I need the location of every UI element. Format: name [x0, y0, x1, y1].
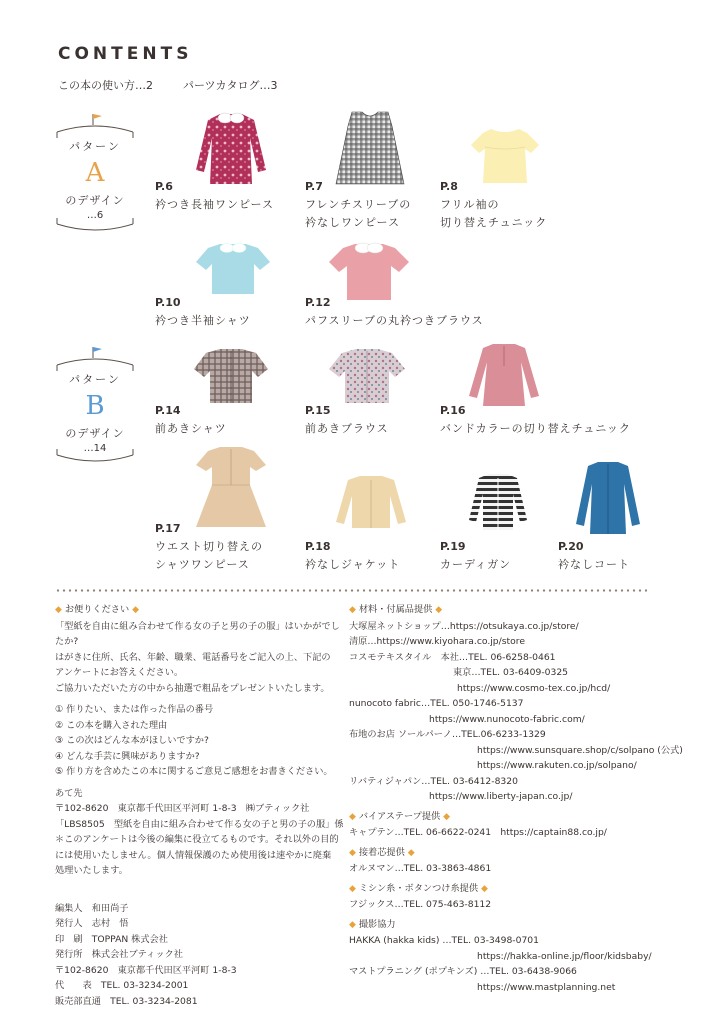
page-number: P.15	[305, 404, 331, 417]
supplier-link[interactable]: https://www.sunsquare.shop/c/solpano (公式)	[477, 744, 683, 756]
item-p7[interactable]	[305, 178, 411, 232]
item-p14[interactable]	[155, 402, 227, 438]
suppliers-section	[349, 602, 683, 995]
supplier-line: nunocoto fabric…TEL. 050-1746-5137	[349, 698, 524, 709]
page-number: P.6	[155, 180, 173, 193]
supplier-line: リバティジャパン…TEL. 03-6412-8320	[349, 775, 518, 787]
pattern-a-letter: A	[85, 158, 105, 188]
reader-survey-section	[55, 602, 344, 1009]
page-number: P.8	[440, 180, 458, 193]
section-heading-interfacing: ◆ 接着芯提供 ◆	[349, 846, 415, 858]
supplier-line: 大塚屋ネットショップ…https://otsukaya.co.jp/store/	[349, 620, 579, 632]
toc-how-to-use[interactable]: この本の使い方…2	[58, 79, 153, 92]
supplier-line: 清原…https://www.kiyohara.co.jp/store	[349, 636, 525, 647]
pattern-b-label: パターン	[69, 373, 121, 386]
supplier-link[interactable]: https://www.liberty-japan.co.jp/	[429, 791, 573, 802]
privacy-note: ＊このアンケートは今後の編集に役立てるものです。それ以外の目的	[55, 834, 339, 845]
diamond-icon: ◆	[349, 919, 356, 930]
section-heading-thread: ◆ ミシン糸・ボタンつけ糸提供 ◆	[349, 882, 488, 894]
pattern-a-badge[interactable]	[55, 112, 135, 221]
item-p16[interactable]	[440, 402, 631, 438]
item-p18[interactable]	[305, 538, 400, 574]
page-number: P.18	[305, 540, 331, 553]
survey-text: はがきに住所、氏名、年齢、職業、電話番号をご記入の上、下記の	[55, 651, 331, 663]
page-number: P.17	[155, 522, 181, 535]
supplier-line: 東京…TEL. 03-6409-0325	[453, 667, 569, 678]
pattern-a-label: パターン	[69, 140, 121, 153]
item-p12[interactable]	[305, 294, 484, 330]
item-p17[interactable]	[155, 520, 263, 574]
pattern-b-design: のデザイン	[65, 427, 125, 440]
page-number: P.19	[440, 540, 466, 553]
toc-parts-catalog[interactable]: パーツカタログ…3	[183, 79, 278, 92]
section-heading-letter: ◆ お便りください ◆	[55, 604, 139, 615]
supplier-link[interactable]: https://www.rakuten.co.jp/solpano/	[477, 760, 637, 771]
survey-text: たか?	[55, 636, 79, 647]
item-title-line2: 衿なしワンピース	[305, 216, 401, 229]
privacy-note: 処理いたします。	[55, 865, 128, 876]
diamond-icon: ◆	[443, 811, 451, 822]
address-line: 〒102-8620 東京都千代田区平河町 1-8-3 ㈱ブティック社	[55, 803, 310, 814]
pattern-a-page: …6	[86, 210, 104, 221]
item-title: 前あきシャツ	[155, 422, 227, 435]
diamond-icon: ◆	[349, 605, 356, 615]
item-title: バンドカラーの切り替えチュニック	[440, 422, 631, 435]
garment-image-p15	[325, 345, 409, 407]
diamond-icon: ◆	[349, 883, 356, 894]
address-line: 「LBS8505 型紙を自由に組み合わせて作る女の子と男の子の服」係	[55, 818, 344, 830]
garment-image-p17	[190, 443, 272, 531]
section-heading-photo: ◆ 撮影協力	[349, 918, 396, 930]
survey-question: ② この本を購入された理由	[55, 719, 168, 731]
supplier-line: 布地のお店 ソールパーノ…TEL.06-6233-1329	[349, 729, 546, 740]
supplier-link[interactable]: https://hakka-online.jp/floor/kidsbaby/	[477, 950, 652, 962]
survey-question: ⑤ 作り方を含めたこの本に関するご意見ご感想をお書きください。	[55, 766, 333, 777]
address-label: あて先	[55, 787, 83, 799]
item-title: パフスリーブの丸衿つきブラウス	[305, 314, 484, 327]
diamond-icon: ◆	[435, 605, 443, 615]
credit-line: 〒102-8620 東京都千代田区平河町 1-8-3	[55, 964, 237, 976]
garment-image-p16	[465, 340, 543, 410]
survey-text: アンケートにお答えください。	[55, 667, 184, 678]
item-p20[interactable]	[558, 538, 630, 574]
page-title: CONTENTS	[58, 44, 193, 64]
garment-image-p7	[330, 108, 410, 188]
survey-question: ③ この次はどんな本がほしいですか?	[55, 735, 209, 746]
supplier-line: コスモテキスタイル 本社…TEL. 06-6258-0461	[349, 651, 556, 663]
supplier-link[interactable]: https://www.nunocoto-fabric.com/	[429, 713, 585, 725]
pattern-a-design: のデザイン	[65, 194, 125, 207]
item-title: フレンチスリーブの	[305, 198, 412, 211]
page-number: P.16	[440, 404, 466, 417]
item-p15[interactable]	[305, 402, 389, 438]
item-p19[interactable]	[440, 538, 511, 574]
diamond-icon: ◆	[55, 605, 62, 615]
credit-line: 印 刷 TOPPAN 株式会社	[55, 933, 168, 945]
supplier-link[interactable]: https://www.mastplanning.net	[477, 981, 616, 993]
supplier-line: HAKKA (hakka kids) …TEL. 03-3498-0701	[349, 935, 539, 946]
diamond-icon: ◆	[132, 605, 139, 615]
item-title: 衿つき長袖ワンピース	[155, 198, 275, 211]
supplier-link[interactable]: https://www.cosmo-tex.co.jp/hcd/	[457, 682, 611, 694]
item-title: 衿なしコート	[558, 558, 630, 571]
diamond-icon: ◆	[349, 811, 356, 822]
pattern-b-letter: B	[85, 391, 105, 421]
supplier-line: キャプテン…TEL. 06-6622-0241 https://captain88.co.jp/	[349, 827, 607, 838]
survey-question: ① 作りたい、または作った作品の番号	[55, 704, 214, 715]
page-number: P.20	[558, 540, 584, 553]
pattern-b-badge[interactable]	[55, 345, 135, 454]
item-p10[interactable]	[155, 294, 251, 330]
credit-line: 編集人 和田尚子	[55, 902, 129, 914]
privacy-note: には使用いたしません。個人情報保護のため使用後は速やかに廃棄	[55, 849, 332, 861]
item-p8[interactable]	[440, 178, 547, 232]
survey-text: ご協力いただいた方の中から抽選で粗品をプレゼントいたします。	[55, 682, 330, 694]
page-number: P.10	[155, 296, 181, 309]
page-number: P.14	[155, 404, 181, 417]
dotted-divider	[55, 589, 647, 592]
credit-line: 発行所 株式会社ブティック社	[55, 949, 183, 960]
page-number: P.12	[305, 296, 331, 309]
section-heading-bias: ◆ バイアステープ提供 ◆	[349, 810, 451, 822]
survey-question: ④ どんな手芸に興味がありますか?	[55, 750, 200, 762]
diamond-icon: ◆	[349, 847, 356, 858]
garment-image-p19	[465, 470, 531, 536]
item-title-line2: 切り替えチュニック	[440, 216, 548, 229]
garment-image-p14	[190, 345, 272, 407]
credit-line: 発行人 志村 悟	[55, 918, 129, 929]
survey-text: 「型紙を自由に組み合わせて作る女の子と男の子の服」はいかがでし	[55, 620, 340, 632]
credit-line: 代 表 TEL. 03-3234-2001	[55, 980, 189, 991]
item-title: フリル袖の	[440, 198, 500, 211]
item-p6[interactable]	[155, 178, 274, 214]
garment-image-p10	[192, 240, 274, 298]
supplier-line: オルヌマン…TEL. 03-3863-4861	[349, 863, 492, 874]
item-title: 衿なしジャケット	[305, 558, 401, 571]
garment-image-p20	[572, 458, 644, 540]
diamond-icon: ◆	[407, 847, 415, 858]
supplier-line: フジックス…TEL. 075-463-8112	[349, 899, 492, 910]
garment-image-p18	[330, 472, 412, 534]
item-title: 衿つき半袖シャツ	[155, 314, 251, 327]
page-number: P.7	[305, 180, 323, 193]
credit-line: 販売部直通 TEL. 03-3234-2081	[55, 995, 198, 1007]
item-title: ウエスト切り替えの	[155, 540, 263, 553]
item-title: 前あきブラウス	[305, 422, 389, 435]
supplier-line: マストプラニング (ポプキンズ) …TEL. 03-6438-9066	[349, 966, 577, 977]
section-heading-materials: ◆ 材料・付属品提供 ◆	[349, 604, 443, 615]
item-title-line2: シャツワンピース	[155, 558, 250, 571]
pattern-b-page: …14	[83, 443, 107, 454]
diamond-icon: ◆	[480, 883, 488, 894]
item-title: カーディガン	[440, 558, 512, 571]
